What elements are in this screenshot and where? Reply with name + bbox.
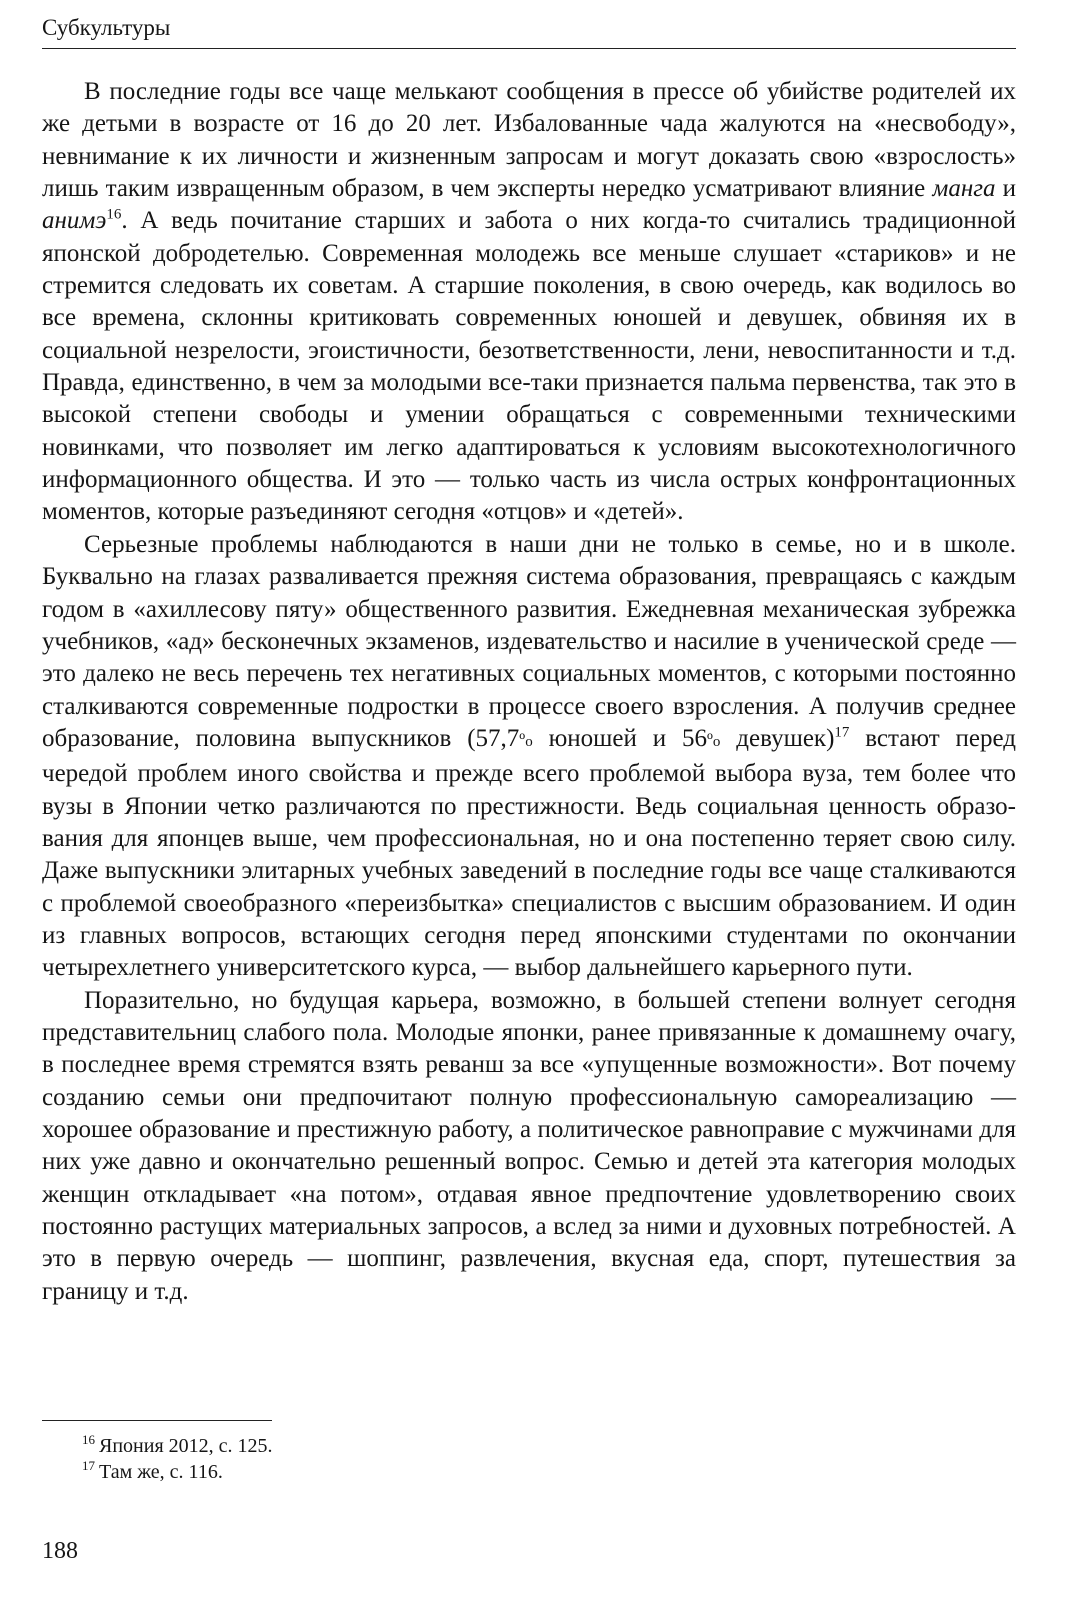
footnotes <box>82 1433 273 1485</box>
text-run: встают перед чередой проблем иного свойства и прежде всего проблемой выбора вуза, тем более что вузы в Японии четко различаются по престижности. Ведь социальная ценность образования для японцев выше, чем профессиональная, но и она постепенно теряет свою силу. Даже выпускники элитарных учебных заведений в последние годы все чаще сталкиваются с проблемой своеобразного «переизбытка» специалистов с высшим образованием. И один из главных вопросов, встающих сегодня перед японскими студентами по окончании четырехлетнего университетского курса, — выбор дальнейшего карьерного пути. <box>42 724 1016 982</box>
header-rule <box>42 48 1016 49</box>
text-run: В последние годы все чаще мелькают сообщения в прессе об убийстве родителей их же детьми в возрасте от 16 до 20 лет. Избалованные чада жалуются на «несвободу», невнимание к их личности и жизненным запросам и могут доказать свою «взрослость» лишь таким извращенным образом, в чем эксперты нередко усматривают влияние <box>42 78 1016 203</box>
footnote-number: 16 <box>82 1432 95 1448</box>
footnote <box>82 1433 273 1459</box>
body-text <box>42 76 1016 1308</box>
footnote-rule <box>42 1420 272 1421</box>
footnote-text: Япония 2012, с. 125. <box>99 1435 273 1457</box>
text-run: и <box>995 175 1016 203</box>
footnote-reference: 16 <box>106 207 122 224</box>
page-number: 188 <box>42 1538 78 1564</box>
text-run: Поразительно, но будущая карьера, возможно, в большей степени волнует сегодня представительниц слабого пола. Молодые японки, ранее привязанные к домашнему очагу, в последнее время стремятся взять реванш за все «упущенные возможности». Вот почему созданию семьи они предпочитают полную профессиональную самореализацию — хорошее образование и престижную работу, а политическое равноправие с мужчинами для них уже давно и окончательно решенный вопрос. Семью и детей эта категория молодых женщин откладывает «на потом», отдавая явное предпочтение удовлетворению своих постоянно растущих материальных запросов, а вслед за ними и духовных потребностей. А это в первую очередь — шоппинг, развлечения, вкусная еда, спорт, путешествия за границу и т.д. <box>42 986 1016 1305</box>
paragraph <box>42 985 1016 1308</box>
running-header: Субкультуры <box>42 15 171 40</box>
text-run: юношей и 56 <box>532 724 708 752</box>
italic-term: манга <box>932 175 996 203</box>
text-run: девушек) <box>720 724 835 752</box>
footnote <box>82 1459 273 1485</box>
footnote-text: Там же, с. 116. <box>99 1461 223 1483</box>
paragraph <box>42 76 1016 529</box>
text-run: Серьезные проблемы наблюдаются в наши дни не только в семье, но и в школе. Буквально на глазах разваливается прежняя система образования, превращаясь с каждым годом в «ахиллесову пяту» общественного развития. Ежедневная механическая зубрежка учебников, «ад» бесконечных экзаменов, издевательство и насилие в ученической среде — это далеко не весь перечень тех негативных социальных моментов, с которыми постоянно сталкиваются современные подростки в процессе своего взросления. А получив среднее образование, половина выпускников (57,7 <box>42 530 1016 752</box>
percent-sign-part: o <box>525 733 533 750</box>
paragraph <box>42 529 1016 985</box>
footnote-reference: 17 <box>834 724 850 741</box>
footnote-number: 17 <box>82 1458 95 1474</box>
italic-term: анимэ <box>42 207 107 235</box>
percent-sign-part: º <box>707 729 713 751</box>
percent-sign-part: º <box>519 729 526 751</box>
text-run: . А ведь почитание старших и забота о них когда-то считались традиционной японской добродетелью. Современная молодежь все меньше слушает «стариков» и не стремится следовать их советам. А старшие поколения, в свою очередь, как водилось во все времена, склонны критиковать современных юношей и девушек, обвиняя их в социальной незрелости, эгоистичности, безответственности, лени, невоспитанности и т.д. Правда, единственно, в чем за молодыми все-таки признается пальма первенства, так это в высокой степени свободы и умении обращаться с современными техническими новинками, что позволяет им легко адаптироваться к условиям высокотехнологичного информационного общества. И это — только часть из числа острых конфронтационных моментов, которые разъединяют сегодня «отцов» и «детей». <box>42 207 1016 526</box>
percent-sign-part: o <box>712 733 721 750</box>
